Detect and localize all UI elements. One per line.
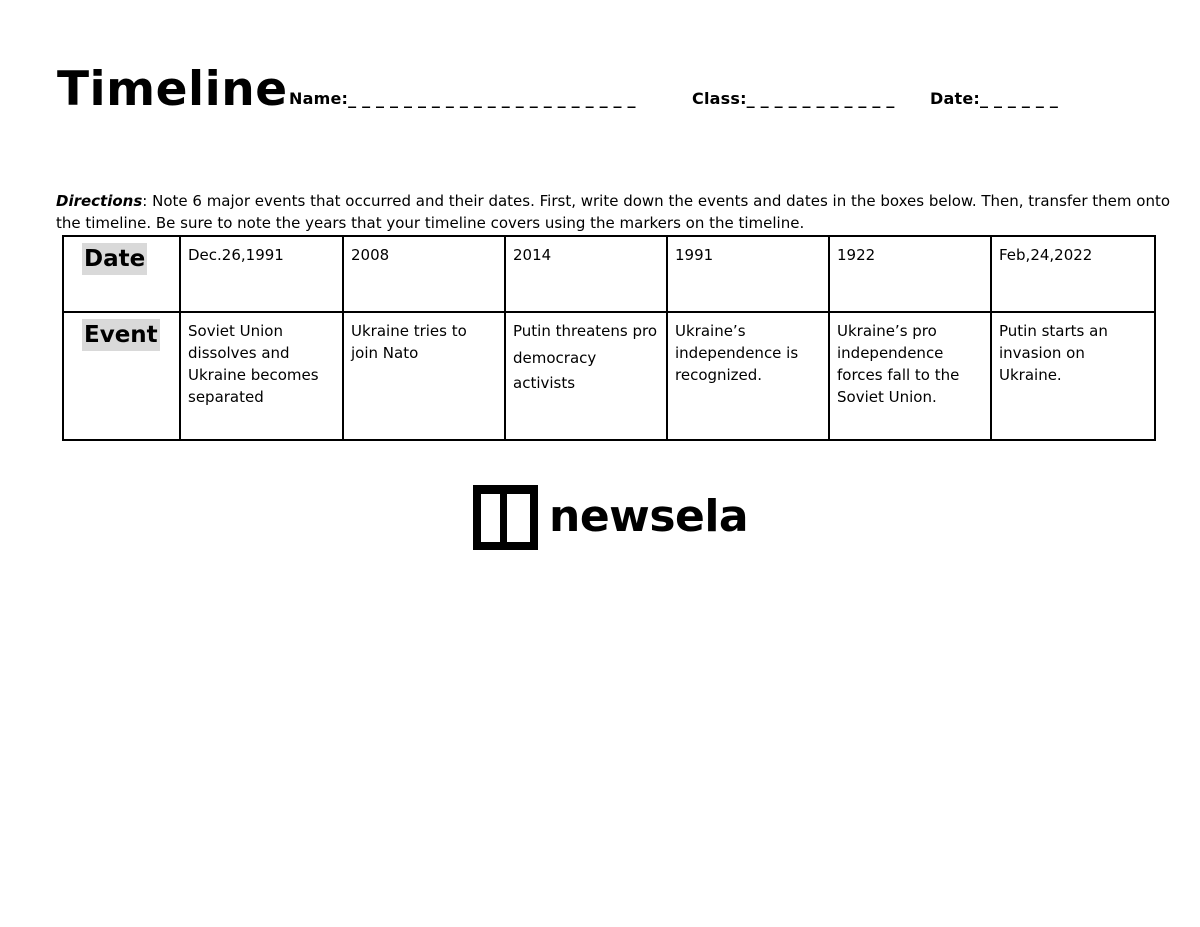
newsela-wordmark: newsela <box>549 491 749 542</box>
date-cell-6: Feb,24,2022 <box>991 236 1155 312</box>
event-row-header <box>63 312 180 440</box>
newsela-logo <box>473 485 749 550</box>
date-cell-5: 1922 <box>829 236 991 312</box>
date-cell-4: 1991 <box>667 236 829 312</box>
date-cell-1: Dec.26,1991 <box>180 236 343 312</box>
event-row <box>63 312 1155 440</box>
title-row <box>57 58 1157 122</box>
event-cell-2: Ukraine tries to join Nato <box>343 312 505 440</box>
date-cell-2: 2008 <box>343 236 505 312</box>
date-row <box>63 236 1155 312</box>
timeline-table <box>62 235 1156 441</box>
event-cell-4: Ukraine’s independence is recognized. <box>667 312 829 440</box>
directions-lead: Directions <box>56 192 143 210</box>
event-cell-6: Putin starts an invasion on Ukraine. <box>991 312 1155 440</box>
directions-text <box>56 190 1176 234</box>
name-field: Name:_ _ _ _ _ _ _ _ _ _ _ _ _ _ _ _ _ _ _ _ _ <box>289 89 636 108</box>
event-cell-3-line1: Putin threatens pro <box>513 321 657 340</box>
event-cell-3 <box>505 312 667 440</box>
date-cell-3: 2014 <box>505 236 667 312</box>
directions-body: : Note 6 major events that occurred and their dates. First, write down the events and dates in the boxes below. Then, transfer them onto the timeline. Be sure to note the years that your timeline covers using the markers on the timeline. <box>56 192 1171 232</box>
date-row-header <box>63 236 180 312</box>
event-cell-3-line2: democracy activists <box>513 348 597 392</box>
event-cell-5: Ukraine’s pro independence forces fall to the Soviet Union. <box>829 312 991 440</box>
page-title: Timeline <box>57 62 288 117</box>
date-label: Date <box>82 243 147 275</box>
newsela-book-icon <box>473 485 538 550</box>
date-field: Date:_ _ _ _ _ _ <box>930 89 1059 108</box>
event-cell-1: Soviet Union dissolves and Ukraine becomes separated <box>180 312 343 440</box>
event-label: Event <box>82 319 160 351</box>
class-field: Class:_ _ _ _ _ _ _ _ _ _ _ <box>692 89 895 108</box>
